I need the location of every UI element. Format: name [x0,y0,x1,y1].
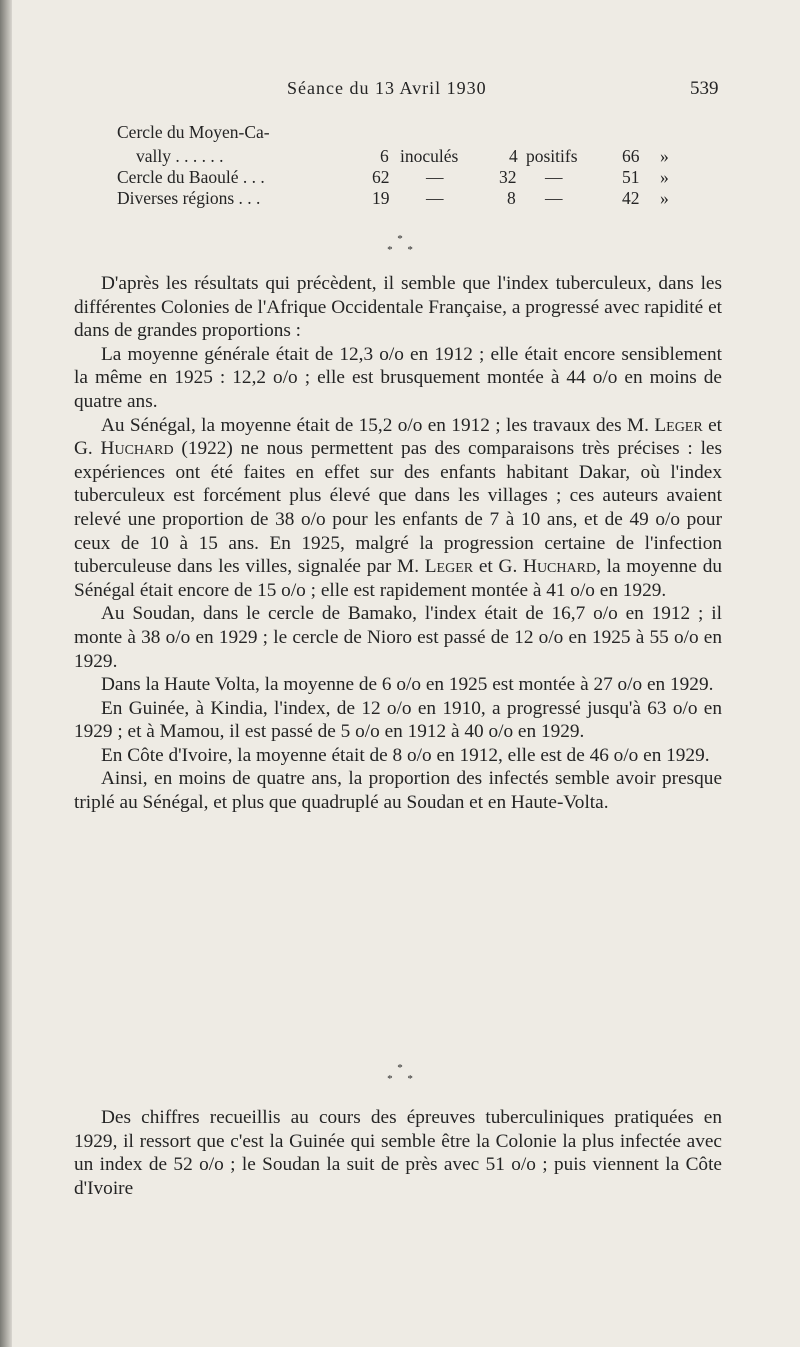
author-name: Leger [654,414,703,436]
paragraph: En Côte d'Ivoire, la moyenne était de 8 o/o en 1912, elle est de 46 o/o en 1929. [101,744,710,766]
table-row-percent-mark: » [660,167,669,187]
author-name: Huchard [100,438,174,460]
paragraph: La moyenne générale était de 12,3 o/o en 1912 ; elle était encore sensiblement la même en 1925 : 12,2 o/o ; elle est brusquement montée à 44 o/o en moins de quatre ans. [74,343,722,412]
page-number: 539 [690,78,719,99]
asterism-bottom: * * [387,1073,419,1085]
paragraph: Dans la Haute Volta, la moyenne de 6 o/o en 1925 est montée à 27 o/o en 1929. [101,674,714,696]
table-row-region: Cercle du Baoulé . . . [117,167,265,187]
table-row-percent-mark: » [660,146,669,166]
table-row-count-label: — [426,188,444,208]
table-row-count: 62 [372,167,390,187]
table-row-positives: 4 [509,146,518,166]
author-name: Huchard [523,556,597,578]
table-row-count: 19 [372,188,390,208]
table-row-percent: 51 [622,167,640,187]
table-row-percent: 42 [622,188,640,208]
table-row-count: 6 [380,146,389,166]
paragraph: D'après les résultats qui précèdent, il semble que l'index tuberculeux, dans les différentes Colonies de l'Afrique Occidentale Française, a progressé avec rapidité et dans de grandes proportions : [74,273,722,342]
page-binding-edge [0,0,12,1347]
asterism-top: * [397,1062,403,1074]
table-row-positives: 32 [499,167,517,187]
section-2-text [74,1106,722,1200]
paragraph-senegal: Au Sénégal, la moyenne était de 15,2 o/o en 1912 ; les travaux des M. Leger et G. Huchard (1922) ne nous permettent pas des comparaisons très précises : les expériences ont été faites en effet sur des enfants habitant Dakar, où l'index tuberculeux est forcément plus élevé que dans les villages ; ces auteurs avaient relevé une proportion de 38 o/o pour les enfants de 7 à 10 ans, et de 49 o/o pour ceux de 10 à 15 ans. En 1925, malgré la progression certaine de l'infection tuberculeuse dans les villes, signalée par M. Leger et G. Huchard, la moyenne du Sénégal était encore de 15 o/o ; elle est rapidement montée à 41 o/o en 1929. [74,414,722,601]
paragraph: Au Soudan, dans le cercle de Bamako, l'index était de 16,7 o/o en 1912 ; il monte à 38 o/o en 1929 ; le cercle de Nioro est passé de 12 o/o en 1925 à 55 o/o en 1929. [74,603,722,672]
paragraph: En Guinée, à Kindia, l'index, de 12 o/o en 1910, a progressé jusqu'à 63 o/o en 1929 ; et à Mamou, il est passé de 5 o/o en 1912 à 40 o/o en 1929. [74,697,722,743]
paragraph: Des chiffres recueillis au cours des épreuves tuberculiniques pratiquées en 1929, il ressort que c'est la Guinée qui semble être la Colonie la plus infectée avec un index de 52 o/o ; le Soudan la suit de près avec 51 o/o ; puis viennent la Côte d'Ivoire [74,1107,722,1199]
section-divider [0,234,800,256]
table-row-region: Cercle du Moyen-Ca- [117,122,270,142]
paragraph: Ainsi, en moins de quatre ans, la proportion des infectés semble avoir presque triplé au Sénégal, et plus que quadruplé au Soudan et en Haute-Volta. [74,768,722,814]
running-title: Séance du 13 Avril 1930 [287,78,487,98]
table-row-positives: 8 [507,188,516,208]
table-row-positives-label: positifs [526,146,578,166]
table-row-count-label: inoculés [400,146,459,166]
asterism-bottom: * * [387,244,419,256]
author-name: Leger [424,556,474,578]
table-row-count-label: — [426,167,444,187]
page-header [0,78,800,102]
table-row-percent: 66 [622,146,640,166]
asterism-top: * [397,233,403,245]
section-divider [0,1063,800,1085]
table-row-region: vally . . . . . . [136,146,224,166]
section-1-text [74,272,722,815]
table-row-positives-label: — [545,188,563,208]
table-row-percent-mark: » [660,188,669,208]
table-row-positives-label: — [545,167,563,187]
table-row-region: Diverses régions . . . [117,188,261,208]
